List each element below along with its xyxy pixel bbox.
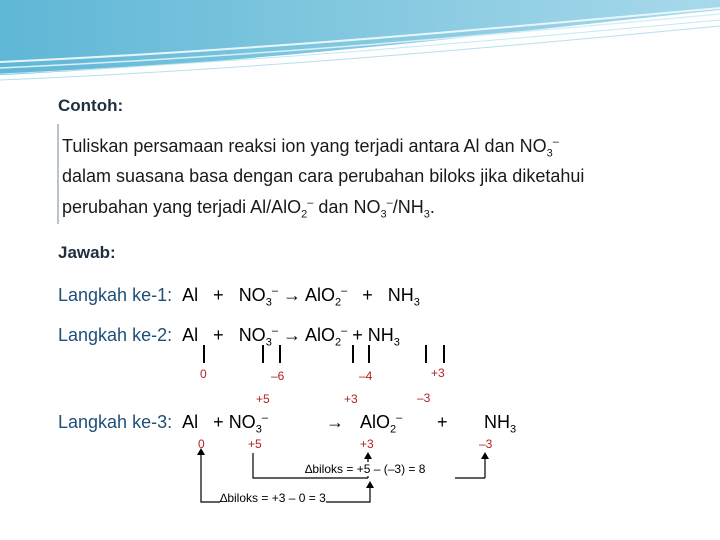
- subscript: 3: [423, 208, 430, 221]
- question-line-2: dalam suasana basa dengan cara perubahan biloks jika diketahui: [62, 166, 585, 186]
- ox-number: +3: [360, 437, 374, 451]
- ox-number: –4: [359, 369, 373, 383]
- delta-biloks-al: ∆biloks = +3 – 0 = 3: [220, 491, 326, 505]
- question-text: Tuliskan persamaan reaksi ion yang terjadi antara Al dan NO: [62, 136, 547, 156]
- superscript: –: [341, 285, 348, 297]
- step-3-alo2: [360, 412, 402, 436]
- species-nh3: NH: [387, 285, 414, 305]
- step-3-arrow: →: [326, 412, 344, 432]
- arrow-head: [364, 452, 372, 459]
- example-heading: Contoh:: [58, 96, 124, 115]
- subscript: 3: [393, 336, 400, 349]
- species-no3: NO: [238, 325, 266, 345]
- arrow-head: [366, 481, 374, 488]
- superscript: –: [271, 325, 278, 337]
- plus-sign: +: [362, 285, 373, 305]
- species-al: Al: [182, 412, 199, 432]
- step-3-plus: +: [437, 412, 448, 432]
- subscript: 3: [265, 336, 272, 349]
- ox-number: +3: [431, 366, 445, 380]
- step-label: Langkah ke-1: [58, 285, 168, 305]
- ox-number: 0: [198, 437, 205, 451]
- superscript: –: [396, 412, 403, 424]
- step-3-nh3: [484, 412, 516, 436]
- species-nh3: NH: [367, 325, 394, 345]
- question-text: .: [429, 197, 435, 217]
- subscript: 3: [265, 296, 272, 309]
- subscript: 2: [390, 423, 397, 436]
- reaction-arrow: →: [282, 325, 301, 345]
- step-colon: :: [167, 285, 173, 305]
- step-label: Langkah ke-2: [58, 325, 168, 345]
- species-no3: NO: [228, 412, 256, 432]
- superscript: –: [341, 325, 348, 337]
- plus-sign: +: [213, 325, 224, 345]
- subscript: 2: [334, 336, 342, 349]
- step-label: Langkah ke-3: [58, 412, 168, 432]
- ox-number: –3: [417, 391, 431, 405]
- answer-heading: Jawab:: [58, 243, 116, 262]
- subscript: 3: [413, 296, 420, 309]
- reaction-arrow: →: [282, 285, 301, 305]
- species-alo2: AlO: [360, 412, 391, 432]
- superscript: –: [552, 136, 559, 148]
- ox-number: 0: [200, 367, 207, 381]
- species-no3: NO: [238, 285, 266, 305]
- subscript: 3: [546, 147, 553, 160]
- plus-sign: +: [352, 325, 363, 345]
- species-nh3: NH: [484, 412, 510, 432]
- arrow-head: [481, 452, 489, 459]
- species-al: Al: [182, 285, 199, 305]
- ox-number: +5: [248, 437, 262, 451]
- subscript: 2: [334, 296, 342, 309]
- plus-sign: +: [213, 285, 224, 305]
- superscript: –: [307, 197, 314, 209]
- superscript: –: [261, 412, 268, 424]
- ox-number: –6: [271, 369, 285, 383]
- step-3-row: [58, 412, 268, 436]
- subscript: 2: [301, 208, 308, 221]
- subscript: 3: [255, 423, 262, 436]
- plus-sign: +: [213, 412, 224, 432]
- delta-biloks-n: ∆biloks = +5 – (–3) = 8: [305, 462, 426, 476]
- superscript: –: [386, 197, 393, 209]
- question-text: perubahan yang terjadi Al/AlO: [62, 197, 302, 217]
- ox-number: +3: [344, 392, 358, 406]
- species-al: Al: [182, 325, 199, 345]
- step-colon: :: [167, 325, 173, 345]
- species-alo2: AlO: [304, 325, 335, 345]
- step-colon: :: [167, 412, 173, 432]
- superscript: –: [271, 285, 278, 297]
- ox-number: –3: [479, 437, 493, 451]
- question-text: dan NO: [313, 197, 381, 217]
- ox-number: +5: [256, 392, 270, 406]
- question-text: /NH: [392, 197, 424, 217]
- subscript: 3: [510, 423, 517, 436]
- species-alo2: AlO: [304, 285, 335, 305]
- subscript: 3: [380, 208, 387, 221]
